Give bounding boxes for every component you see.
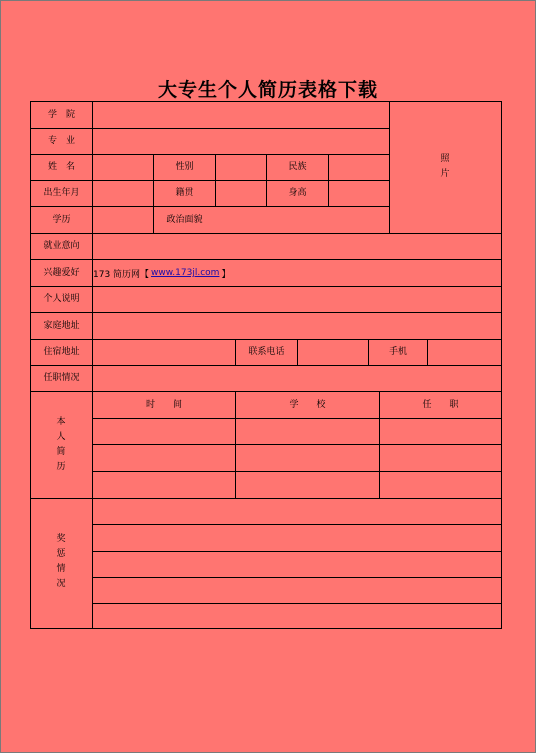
col-line <box>92 102 93 628</box>
label-name: 姓 名 <box>47 162 75 172</box>
label-job-intent: 就业意向 <box>43 241 80 251</box>
row-line <box>31 233 501 234</box>
hobby-prefix: 173 简历网【 <box>93 269 150 280</box>
label-native-place: 籍贯 <box>175 188 194 198</box>
header-school: 学 校 <box>289 399 326 410</box>
label-phone: 联系电话 <box>248 347 285 357</box>
hobby-value <box>93 260 230 286</box>
col-line <box>328 154 329 207</box>
website-link[interactable]: www.173jl.com <box>151 268 220 278</box>
page-title: 大专生个人简历表格下载 <box>157 79 378 101</box>
label-mobile: 手机 <box>388 347 407 357</box>
header-time: 时 间 <box>145 399 182 410</box>
label-major: 专 业 <box>47 136 75 146</box>
label-college: 学 院 <box>47 109 75 120</box>
label-ethnicity: 民族 <box>288 162 307 172</box>
label-residence: 住宿地址 <box>43 347 80 357</box>
label-resume: 本人简历 <box>56 417 66 472</box>
row-line <box>92 551 501 552</box>
label-hobbies: 兴趣爱好 <box>43 267 80 278</box>
resume-form-table <box>30 101 502 629</box>
row-line <box>92 577 501 578</box>
label-education: 学历 <box>52 214 71 225</box>
col-line <box>389 102 390 233</box>
row-line <box>31 365 501 366</box>
label-height: 身高 <box>288 188 307 198</box>
label-home-address: 家庭地址 <box>43 320 80 331</box>
hobby-suffix: 】 <box>221 269 231 280</box>
row-line <box>92 524 501 525</box>
label-personal-note: 个人说明 <box>43 294 80 304</box>
row-line <box>31 312 501 313</box>
label-awards: 奖惩情况 <box>56 534 66 589</box>
col-line <box>297 339 298 365</box>
label-birth: 出生年月 <box>43 188 80 198</box>
row-line <box>92 471 501 472</box>
row-line <box>92 444 501 445</box>
col-line <box>215 154 216 207</box>
header-post: 任 职 <box>422 399 459 410</box>
row-line <box>92 603 501 604</box>
row-line <box>92 418 501 419</box>
row-line <box>31 498 501 499</box>
label-political-status: 政治面貌 <box>166 214 203 225</box>
col-line <box>427 339 428 365</box>
label-positions: 任职情况 <box>43 373 80 383</box>
label-photo: 照片 <box>440 154 450 179</box>
label-gender: 性别 <box>175 162 194 172</box>
row-line <box>31 286 501 287</box>
